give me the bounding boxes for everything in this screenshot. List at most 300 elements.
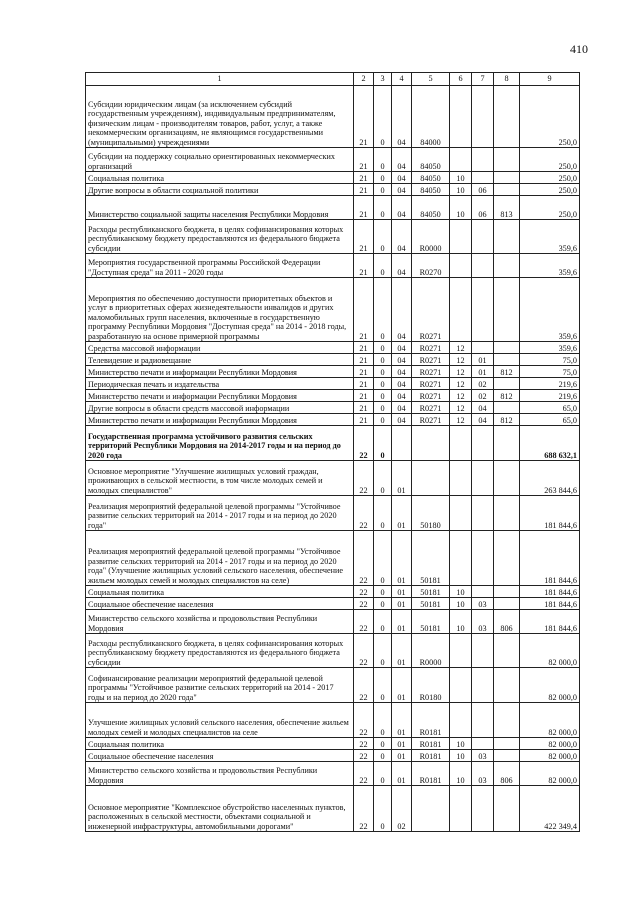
row-code-3: 0 [374,354,392,366]
row-section: 12 [450,366,472,378]
row-amount: 65,0 [520,402,580,414]
row-section [450,634,472,668]
row-subsection: 01 [472,366,494,378]
row-code-2: 22 [354,610,374,634]
row-target-code: 84050 [412,148,450,172]
row-ministry-code [494,278,520,342]
row-code-3: 0 [374,496,392,531]
row-description: Субсидии юридическим лицам (за исключением субсидий государственным учреждениям), индивидуальным предпринимателям, физическим лицам - производителям товаров, работ, услуг, а также некоммерческим организациям, не являющимся государственными (муниципальными) учреждениями [86,86,354,148]
table-row [86,354,580,366]
row-code-4: 01 [392,598,412,610]
row-section: 10 [450,762,472,786]
row-section [450,254,472,278]
row-description: Реализация мероприятий федеральной целевой программы "Устойчивое развитие сельских территорий на 2014 - 2017 годы и на период до 2020 года" (Улучшение жилищных условий сельского населения, обеспечение жильем молодых семей и молодых специалистов на селе) [86,531,354,586]
table-row [86,254,580,278]
row-subsection [472,148,494,172]
row-code-2: 21 [354,402,374,414]
row-target-code: R0180 [412,668,450,703]
table-header-row [86,73,580,86]
column-header: 4 [392,73,412,86]
row-target-code: R0271 [412,390,450,402]
row-amount: 82 000,0 [520,668,580,703]
row-subsection [472,220,494,254]
row-code-4: 01 [392,586,412,598]
row-ministry-code [494,738,520,750]
row-description: Периодическая печать и издательства [86,378,354,390]
table-row [86,184,580,196]
row-target-code: R0181 [412,703,450,738]
row-code-2: 22 [354,461,374,496]
row-ministry-code [494,461,520,496]
row-code-2: 22 [354,598,374,610]
row-target-code: R0271 [412,366,450,378]
row-subsection [472,278,494,342]
row-target-code: 84050 [412,184,450,196]
table-row [86,496,580,531]
table-row [86,461,580,496]
row-code-3: 0 [374,703,392,738]
row-section [450,531,472,586]
table-row [86,378,580,390]
row-ministry-code [494,220,520,254]
row-ministry-code [494,703,520,738]
row-code-3: 0 [374,378,392,390]
row-code-3: 0 [374,172,392,184]
row-code-2: 21 [354,342,374,354]
row-code-2: 21 [354,378,374,390]
row-subsection [472,86,494,148]
row-description: Расходы республиканского бюджета, в целях софинансирования которых республиканскому бюджету предоставляются из федерального бюджета субсидии [86,220,354,254]
row-ministry-code: 806 [494,610,520,634]
row-ministry-code [494,786,520,832]
row-description: Министерство печати и информации Республики Мордовия [86,390,354,402]
row-code-2: 21 [354,390,374,402]
row-code-4: 01 [392,531,412,586]
row-code-4: 04 [392,366,412,378]
row-target-code: R0271 [412,342,450,354]
row-subsection [472,738,494,750]
row-subsection [472,461,494,496]
row-subsection: 06 [472,196,494,220]
row-amount: 75,0 [520,366,580,378]
row-section: 12 [450,402,472,414]
page-number: 410 [570,42,588,56]
row-subsection [472,426,494,461]
table-row [86,634,580,668]
row-amount: 75,0 [520,354,580,366]
row-description: Основное мероприятие "Комплексное обустройство населенных пунктов, расположенных в сельской местности, объектами социальной и инженерной инфраструктуры, автомобильными дорогами" [86,786,354,832]
row-ministry-code [494,402,520,414]
row-description: Министерство сельского хозяйства и продовольствия Республики Мордовия [86,762,354,786]
row-code-2: 22 [354,634,374,668]
row-subsection [472,703,494,738]
row-ministry-code [494,750,520,762]
row-code-3: 0 [374,461,392,496]
row-code-2: 21 [354,366,374,378]
table-row [86,738,580,750]
row-target-code: 50181 [412,610,450,634]
row-code-4: 01 [392,496,412,531]
row-code-4: 01 [392,634,412,668]
row-code-4: 04 [392,254,412,278]
row-target-code: R0271 [412,278,450,342]
row-description: Министерство сельского хозяйства и продовольствия Республики Мордовия [86,610,354,634]
row-ministry-code [494,354,520,366]
row-section: 10 [450,738,472,750]
row-ministry-code: 806 [494,762,520,786]
row-target-code: R0181 [412,762,450,786]
row-subsection: 02 [472,390,494,402]
row-code-3: 0 [374,426,392,461]
row-section [450,461,472,496]
row-amount: 82 000,0 [520,750,580,762]
row-code-3: 0 [374,598,392,610]
row-amount: 359,6 [520,342,580,354]
row-code-4: 01 [392,738,412,750]
table-row [86,586,580,598]
row-subsection: 03 [472,762,494,786]
table-row [86,172,580,184]
column-header: 8 [494,73,520,86]
table-row [86,426,580,461]
row-target-code: R0271 [412,402,450,414]
row-code-3: 0 [374,402,392,414]
row-code-4: 01 [392,668,412,703]
row-amount: 688 632,1 [520,426,580,461]
row-code-3: 0 [374,196,392,220]
row-section [450,703,472,738]
row-target-code: 50181 [412,586,450,598]
row-target-code: R0270 [412,254,450,278]
row-code-3: 0 [374,254,392,278]
column-header: 3 [374,73,392,86]
row-amount: 82 000,0 [520,762,580,786]
row-code-3: 0 [374,86,392,148]
row-section [450,86,472,148]
row-target-code: R0000 [412,220,450,254]
row-code-4: 04 [392,184,412,196]
row-code-4: 04 [392,378,412,390]
row-code-2: 21 [354,196,374,220]
row-section: 12 [450,390,472,402]
column-header: 5 [412,73,450,86]
row-subsection: 03 [472,598,494,610]
row-target-code: R0181 [412,750,450,762]
row-ministry-code [494,531,520,586]
column-header: 1 [86,73,354,86]
row-code-3: 0 [374,278,392,342]
row-code-4: 04 [392,342,412,354]
row-code-2: 21 [354,254,374,278]
row-code-2: 21 [354,86,374,148]
row-description: Социальная политика [86,738,354,750]
row-amount: 82 000,0 [520,703,580,738]
row-code-3: 0 [374,738,392,750]
table-row [86,402,580,414]
row-subsection: 06 [472,184,494,196]
row-description: Другие вопросы в области средств массовой информации [86,402,354,414]
row-ministry-code [494,254,520,278]
row-code-4: 04 [392,354,412,366]
row-amount: 359,6 [520,220,580,254]
row-code-4: 04 [392,414,412,426]
row-section: 10 [450,586,472,598]
table-row [86,390,580,402]
row-amount: 250,0 [520,172,580,184]
table-row [86,668,580,703]
row-code-4: 02 [392,786,412,832]
row-code-3: 0 [374,610,392,634]
row-description: Телевидение и радиовещание [86,354,354,366]
row-section [450,426,472,461]
row-section [450,668,472,703]
row-section: 10 [450,598,472,610]
row-code-2: 21 [354,172,374,184]
row-target-code: 50181 [412,598,450,610]
row-amount: 250,0 [520,86,580,148]
row-code-2: 22 [354,786,374,832]
row-target-code: 50180 [412,496,450,531]
row-description: Социальное обеспечение населения [86,598,354,610]
table-row [86,148,580,172]
table-row [86,610,580,634]
row-ministry-code [494,496,520,531]
row-ministry-code [494,172,520,184]
row-amount: 181 844,6 [520,586,580,598]
row-code-3: 0 [374,390,392,402]
row-description: Другие вопросы в области социальной политики [86,184,354,196]
row-subsection: 02 [472,378,494,390]
column-header: 7 [472,73,494,86]
row-amount: 422 349,4 [520,786,580,832]
row-section [450,496,472,531]
row-section: 10 [450,184,472,196]
row-section [450,786,472,832]
row-code-4: 04 [392,390,412,402]
row-code-3: 0 [374,220,392,254]
row-ministry-code [494,86,520,148]
row-code-2: 21 [354,184,374,196]
row-amount: 250,0 [520,148,580,172]
row-target-code: R0271 [412,354,450,366]
row-description: Реализация мероприятий федеральной целевой программы "Устойчивое развитие сельских территорий на 2014 - 2017 годы и на период до 2020 года" [86,496,354,531]
row-target-code: 50181 [412,531,450,586]
row-amount: 250,0 [520,184,580,196]
row-amount: 359,6 [520,278,580,342]
column-header: 9 [520,73,580,86]
row-code-4: 01 [392,610,412,634]
row-section: 10 [450,610,472,634]
row-ministry-code [494,634,520,668]
row-description: Субсидии на поддержку социально ориентированных некоммерческих организаций [86,148,354,172]
table-row [86,531,580,586]
column-header: 2 [354,73,374,86]
row-ministry-code: 813 [494,196,520,220]
row-section [450,278,472,342]
row-description: Основное мероприятие "Улучшение жилищных условий граждан, проживающих в сельской местности, в том числе молодых семей и молодых специалистов" [86,461,354,496]
row-ministry-code: 812 [494,366,520,378]
row-description: Социальная политика [86,172,354,184]
row-code-4: 04 [392,172,412,184]
table-row [86,366,580,378]
row-amount: 181 844,6 [520,531,580,586]
row-subsection [472,668,494,703]
row-code-3: 0 [374,531,392,586]
row-subsection: 04 [472,402,494,414]
row-code-4: 01 [392,703,412,738]
row-code-2: 22 [354,703,374,738]
row-amount: 219,6 [520,378,580,390]
row-code-3: 0 [374,786,392,832]
row-ministry-code [494,426,520,461]
row-code-2: 21 [354,354,374,366]
table-row [86,762,580,786]
table-row [86,220,580,254]
row-subsection: 01 [472,354,494,366]
table-row [86,786,580,832]
row-ministry-code: 812 [494,390,520,402]
table-row [86,196,580,220]
row-code-2: 21 [354,278,374,342]
row-subsection [472,786,494,832]
row-section: 12 [450,378,472,390]
row-target-code [412,426,450,461]
table-row [86,598,580,610]
row-description: Расходы республиканского бюджета, в целях софинансирования которых республиканскому бюджету предоставляются из федерального бюджета субсидии [86,634,354,668]
row-section [450,220,472,254]
row-section [450,148,472,172]
row-ministry-code [494,598,520,610]
row-amount: 250,0 [520,196,580,220]
row-code-4: 04 [392,402,412,414]
row-amount: 181 844,6 [520,598,580,610]
row-target-code: R0271 [412,414,450,426]
row-section: 12 [450,414,472,426]
row-description: Министерство печати и информации Республики Мордовия [86,414,354,426]
row-section: 12 [450,342,472,354]
row-code-3: 0 [374,342,392,354]
row-code-2: 22 [354,738,374,750]
row-code-3: 0 [374,750,392,762]
row-ministry-code [494,586,520,598]
row-code-2: 22 [354,496,374,531]
row-target-code: R0000 [412,634,450,668]
row-ministry-code [494,342,520,354]
row-description: Государственная программа устойчивого развития сельских территорий Республики Мордовия на 2014-2017 годы и на период до 2020 года [86,426,354,461]
row-description: Мероприятия государственной программы Российской Федерации "Доступная среда" на 2011 - 2020 годы [86,254,354,278]
row-description: Социальное обеспечение населения [86,750,354,762]
row-ministry-code: 812 [494,414,520,426]
row-description: Софинансирование реализации мероприятий федеральной целевой программы "Устойчивое развитие сельских территорий на 2014 - 2017 годы и на период до 2020 года" [86,668,354,703]
row-ministry-code [494,378,520,390]
row-target-code: R0181 [412,738,450,750]
row-code-4: 01 [392,762,412,786]
row-ministry-code [494,184,520,196]
row-code-2: 22 [354,586,374,598]
row-subsection [472,496,494,531]
row-description: Улучшение жилищных условий сельского населения, обеспечение жильем молодых семей и молодых специалистов на селе [86,703,354,738]
table-row [86,86,580,148]
row-subsection [472,172,494,184]
row-description: Социальная политика [86,586,354,598]
row-description: Министерство печати и информации Республики Мордовия [86,366,354,378]
table-row [86,342,580,354]
table-row [86,414,580,426]
row-code-2: 21 [354,220,374,254]
row-amount: 219,6 [520,390,580,402]
row-code-4: 04 [392,220,412,254]
row-code-3: 0 [374,148,392,172]
row-subsection [472,254,494,278]
row-code-3: 0 [374,668,392,703]
row-section: 12 [450,354,472,366]
table-row [86,278,580,342]
row-code-2: 21 [354,148,374,172]
row-amount: 82 000,0 [520,634,580,668]
row-target-code: R0271 [412,378,450,390]
row-code-3: 0 [374,414,392,426]
row-code-3: 0 [374,184,392,196]
row-amount: 82 000,0 [520,738,580,750]
column-header: 6 [450,73,472,86]
row-description: Министерство социальной защиты населения Республики Мордовия [86,196,354,220]
row-amount: 263 844,6 [520,461,580,496]
row-section: 10 [450,196,472,220]
row-ministry-code [494,148,520,172]
row-target-code: 84050 [412,196,450,220]
row-subsection: 03 [472,610,494,634]
row-target-code [412,461,450,496]
row-target-code [412,786,450,832]
row-code-4: 04 [392,196,412,220]
row-code-4 [392,426,412,461]
row-code-3: 0 [374,586,392,598]
row-subsection: 03 [472,750,494,762]
budget-table [85,72,580,832]
row-code-3: 0 [374,366,392,378]
row-description: Мероприятия по обеспечению доступности приоритетных объектов и услуг в приоритетных сферах жизнедеятельности инвалидов и других маломобильных групп населения, включенные в государственную программу Республики Мордовия "Доступная среда" на 2014 - 2018 годы, разработанную на основе примерной программы [86,278,354,342]
row-code-4: 04 [392,278,412,342]
row-subsection: 04 [472,414,494,426]
row-code-2: 22 [354,531,374,586]
row-code-2: 22 [354,426,374,461]
table-row [86,703,580,738]
row-amount: 181 844,6 [520,496,580,531]
row-subsection [472,634,494,668]
row-subsection [472,342,494,354]
row-code-2: 22 [354,762,374,786]
row-code-3: 0 [374,762,392,786]
row-amount: 359,6 [520,254,580,278]
row-code-4: 04 [392,86,412,148]
row-code-4: 01 [392,750,412,762]
table-body [86,86,580,832]
row-subsection [472,586,494,598]
row-ministry-code [494,668,520,703]
row-code-4: 01 [392,461,412,496]
row-code-2: 22 [354,668,374,703]
row-target-code: 84000 [412,86,450,148]
row-code-4: 04 [392,148,412,172]
row-amount: 65,0 [520,414,580,426]
row-code-3: 0 [374,634,392,668]
row-target-code: 84050 [412,172,450,184]
row-subsection [472,531,494,586]
table-row [86,750,580,762]
row-section: 10 [450,172,472,184]
row-code-2: 21 [354,414,374,426]
row-section: 10 [450,750,472,762]
